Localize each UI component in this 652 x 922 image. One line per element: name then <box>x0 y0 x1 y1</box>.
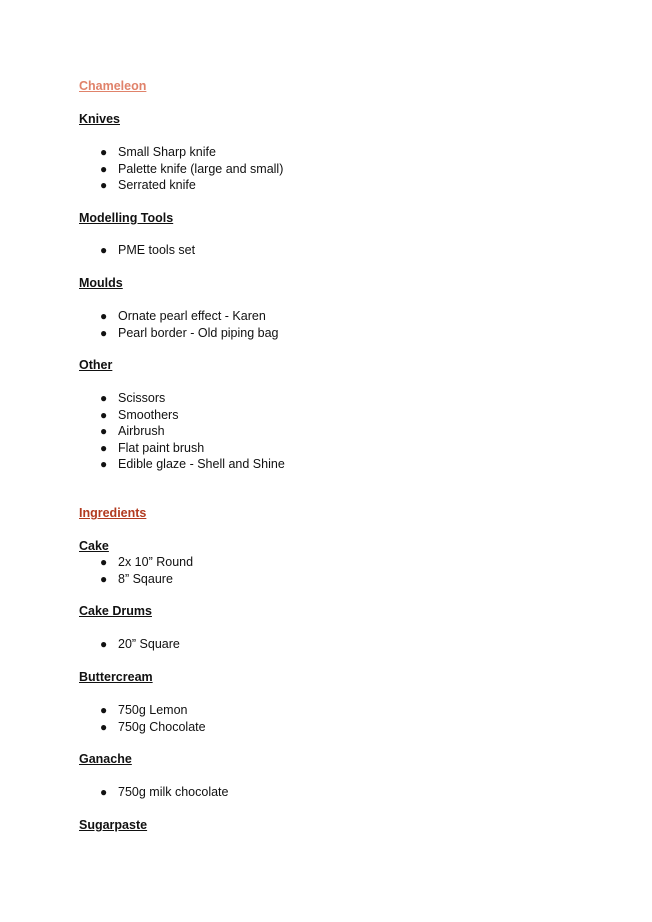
list-item-text: Flat paint brush <box>118 440 205 455</box>
bullet-icon: ● <box>100 703 108 717</box>
list-item-text: Edible glaze - Shell and Shine <box>118 457 285 471</box>
cake-heading: Cake <box>79 539 109 553</box>
list-item-text: Scissors <box>118 391 166 405</box>
bullet-icon: ● <box>100 309 108 323</box>
bullet-icon: ● <box>100 391 108 405</box>
list-item-text: Serrated knife <box>118 178 196 192</box>
bullet-icon: ● <box>100 555 108 569</box>
cake-drums-heading: Cake Drums <box>79 604 152 618</box>
list-item-text: Smoothers <box>118 407 179 422</box>
list-item-text: 2x 10” Round <box>118 555 194 569</box>
bullet-icon: ● <box>100 719 108 734</box>
bullet-icon: ● <box>100 407 108 422</box>
bullet-icon: ● <box>100 145 108 159</box>
bullet-icon: ● <box>100 424 108 438</box>
buttercream-heading: Buttercream <box>79 670 153 684</box>
knives-heading: Knives <box>79 112 120 126</box>
ganache-heading: Ganache <box>79 752 132 766</box>
bullet-icon: ● <box>100 571 108 586</box>
bullet-icon: ● <box>100 325 108 340</box>
bullet-icon: ● <box>100 440 108 455</box>
bullet-icon: ● <box>100 243 108 257</box>
list-item-text: 20” Square <box>118 637 180 651</box>
bullet-icon: ● <box>100 161 108 176</box>
list-item-text: Small Sharp knife <box>118 145 216 159</box>
list-item-text: Ornate pearl effect - Karen <box>118 309 266 323</box>
other-heading: Other <box>79 358 113 372</box>
moulds-heading: Moulds <box>79 276 123 290</box>
list-item-text: PME tools set <box>118 243 196 257</box>
bullet-icon: ● <box>100 637 108 651</box>
modelling-tools-heading: Modelling Tools <box>79 211 174 225</box>
list-item-text: 750g milk chocolate <box>118 785 229 799</box>
bullet-icon: ● <box>100 178 108 192</box>
sugarpaste-heading: Sugarpaste <box>79 818 148 832</box>
list-item-text: Palette knife (large and small) <box>118 161 284 176</box>
bullet-icon: ● <box>100 457 108 471</box>
list-item-text: 8” Sqaure <box>118 571 173 586</box>
list-item-text: Airbrush <box>118 424 165 438</box>
ingredients-title: Ingredients <box>79 506 147 520</box>
document-title: Chameleon <box>79 79 147 93</box>
list-item-text: Pearl border - Old piping bag <box>118 325 279 340</box>
bullet-icon: ● <box>100 785 108 799</box>
list-item-text: 750g Lemon <box>118 703 188 717</box>
list-item-text: 750g Chocolate <box>118 719 206 734</box>
